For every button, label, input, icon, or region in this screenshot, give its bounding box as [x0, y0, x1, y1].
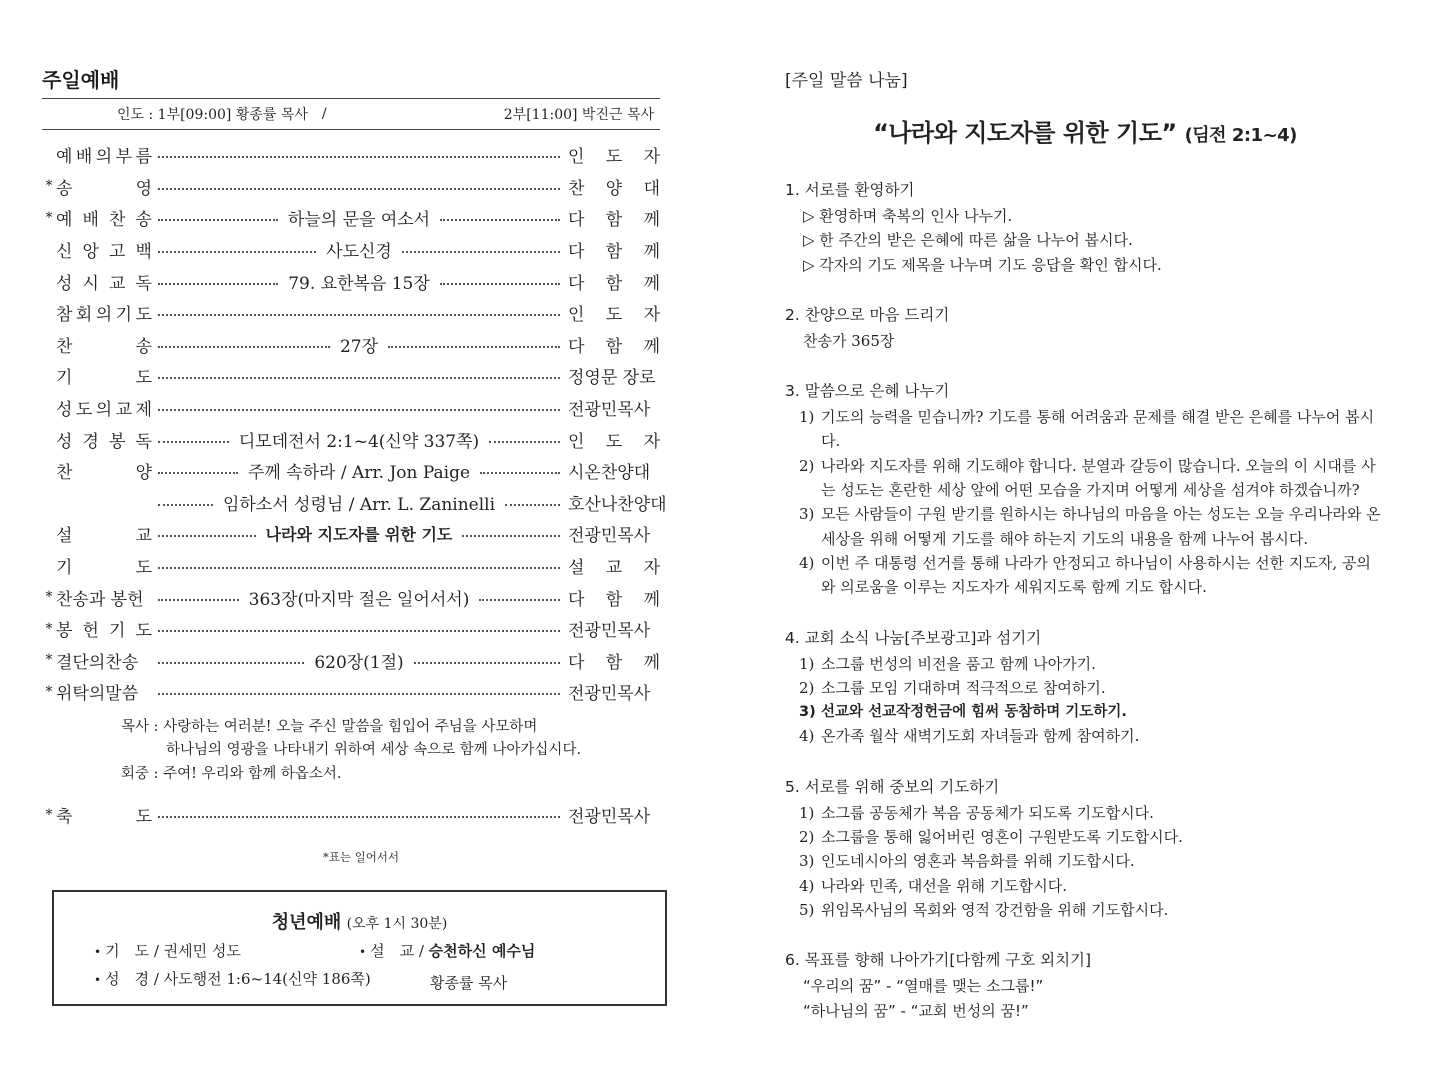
order-row — [42, 487, 667, 519]
order-item-role — [568, 585, 660, 610]
leader-dots — [158, 562, 560, 569]
item-text: 나라와 지도자를 위해 기도해야 합니다. 분열과 갈등이 많습니다. 오늘의 이 시대를 사는 성도는 혼란한 세상 앞에 어떤 모습을 가지며 어떻게 세상을 섬겨야 하겠습니까? — [821, 456, 1376, 500]
standing-marker: * — [45, 806, 53, 823]
numbered-item — [785, 551, 1385, 600]
standing-marker: * — [45, 178, 53, 195]
order-item-name — [56, 174, 152, 199]
item-number: 4) — [799, 876, 815, 895]
leader-dots — [158, 688, 560, 695]
order-item-name-char: 부 — [115, 147, 133, 168]
order-item-role — [568, 269, 660, 294]
order-item-name-char: 배 — [82, 210, 99, 231]
leader-dots — [158, 522, 560, 545]
item-number: 2) — [799, 828, 815, 847]
order-item-name-char: 찬 — [56, 463, 73, 484]
order-row — [42, 645, 660, 677]
order-item-role-part: 다 — [568, 273, 585, 294]
order-item-name-char: 도 — [75, 400, 93, 421]
leader-first-service: 인도 : 1부[09:00] 황종률 목사 — [117, 107, 308, 123]
section-welcome — [785, 178, 1385, 277]
welcome-line: ▷ 환영하며 축복의 인사 나누기. — [803, 207, 1013, 225]
order-item-name-char: 배 — [75, 147, 93, 168]
order-item-role-part: 대 — [643, 178, 660, 199]
order-item-role — [568, 553, 660, 578]
order-item-role-part: 교 — [605, 558, 623, 579]
leader-dots — [158, 648, 560, 673]
order-item-name — [56, 802, 152, 827]
order-item-name — [56, 521, 152, 546]
order-item-role-part: 함 — [605, 242, 623, 263]
order-item-name-char: 헌 — [82, 621, 99, 642]
item-text: 기도의 능력을 믿습니까? 기도를 통해 어려움과 문제를 해결 받은 은혜를 나누어 봅시다. — [821, 408, 1375, 451]
order-item-role-part: 자 — [643, 431, 660, 452]
order-item-detail: 363장(마지막 절은 일어서서) — [248, 589, 470, 610]
order-row — [42, 234, 660, 266]
order-item-name — [56, 648, 152, 673]
order-item-detail: 79. 요한복음 15장 — [288, 273, 430, 294]
youth-time: (오후 1시 30분) — [346, 916, 448, 932]
order-item-name-char: 양 — [135, 463, 152, 484]
order-row — [42, 613, 660, 645]
order-item-name — [56, 585, 152, 610]
order-of-service — [42, 139, 667, 708]
youth-prayer-text: 기 도 / 권세민 성도 — [105, 942, 241, 960]
leader-dots — [158, 205, 560, 230]
order-item-name-char: 설 — [56, 526, 73, 547]
order-item-name-char: 앙 — [82, 242, 99, 263]
order-item-name-char: 독 — [135, 431, 152, 452]
order-item-role-part: 정영문 장로 — [568, 368, 656, 389]
youth-sermon-label: 설 교 / — [370, 942, 429, 960]
order-item-role-part: 다 — [568, 336, 585, 357]
order-item-name-char: 영 — [135, 178, 152, 199]
section-word — [785, 379, 1385, 599]
item-text: 인도네시아의 영혼과 복음화를 위해 기도합시다. — [821, 852, 1135, 871]
order-item-role — [568, 363, 660, 388]
leader-dots — [158, 404, 560, 411]
order-item-role — [568, 174, 660, 199]
item-number: 1) — [799, 408, 815, 427]
item-text: 온가족 월삭 새벽기도회 자녀들과 함께 참여하기. — [821, 727, 1140, 746]
leader-dots — [158, 372, 560, 379]
leader-dots — [158, 585, 560, 610]
order-item-role-part: 인 — [568, 431, 585, 452]
youth-worship-box — [52, 890, 667, 1006]
order-item-name-char: 봉 — [109, 431, 126, 452]
item-number: 5) — [799, 900, 815, 919]
worship-order-page — [42, 60, 667, 865]
order-item-name-char: 도 — [135, 558, 152, 579]
section-goal — [785, 948, 1385, 1023]
order-item-role-part: 께 — [643, 589, 660, 610]
order-item-role-part: 호산나찬양대 — [568, 494, 667, 515]
youth-scripture-text: 성 경 / 사도행전 1:6~14(신약 186쪽) — [105, 970, 371, 988]
order-item-role-part: 함 — [605, 273, 623, 294]
order-item-name-char: 의 — [95, 147, 113, 168]
leader-dots — [158, 151, 560, 158]
numbered-item — [785, 676, 1385, 700]
sharing-title-ref: (딤전 2:1~4) — [1184, 125, 1297, 146]
order-item-name-char: 기 — [115, 305, 133, 326]
youth-sermon — [359, 940, 535, 961]
order-item-name — [56, 363, 152, 388]
numbered-item — [785, 652, 1385, 676]
order-item-role-part: 께 — [643, 652, 660, 673]
welcome-line: ▷ 한 주간의 받은 은혜에 따른 삶을 나누어 봅시다. — [803, 231, 1133, 250]
order-row — [42, 423, 660, 455]
leader-dots — [158, 183, 560, 190]
order-item-name — [56, 142, 152, 167]
word-questions — [785, 405, 1385, 599]
order-item-role-part: 함 — [605, 210, 623, 231]
order-item-name-char: 기 — [56, 368, 73, 389]
section-praise — [785, 303, 1385, 353]
order-item-role-part: 께 — [643, 336, 660, 357]
order-item-name — [56, 679, 152, 704]
order-item-name — [56, 458, 152, 483]
order-item-role — [568, 395, 660, 420]
order-item-name-char: 찬송과 봉헌 — [56, 589, 144, 610]
order-item-role — [568, 458, 660, 483]
order-item-role — [568, 142, 660, 167]
section-heading: 1. 서로를 환영하기 — [785, 181, 915, 199]
order-item-name-char: 찬 — [56, 336, 73, 357]
order-item-name-char: 송 — [135, 336, 152, 357]
order-item-name-char: 송 — [56, 178, 73, 199]
order-item-name-char: 교 — [115, 400, 133, 421]
item-text: 모든 사람들이 구원 받기를 원하시는 하나님의 마음을 아는 성도는 오늘 우리나라와 온 세상을 위해 어떻게 기도를 해야 하는지 기도의 내용을 함께 나누어 봅시다. — [821, 505, 1381, 548]
order-item-name — [56, 616, 152, 641]
order-item-detail: 나라와 지도자를 위한 기도 — [265, 525, 453, 545]
item-number: 1) — [799, 654, 815, 673]
news-items — [785, 652, 1385, 749]
leader-dots — [158, 458, 560, 483]
bullet-icon: • — [359, 945, 367, 959]
item-number: 3) — [799, 852, 815, 871]
congregation-line: 회중 : 주여! 우리와 함께 하옵소서. — [121, 765, 342, 782]
order-item-name-char: 름 — [135, 147, 152, 168]
order-item-name-char: 독 — [135, 273, 152, 294]
order-item-name-char: 제 — [135, 400, 152, 421]
order-item-name-char: 위탁의말씀 — [56, 684, 139, 705]
order-item-role — [568, 648, 660, 673]
sermon-sharing-page — [785, 66, 1385, 1023]
sharing-title-text: “나라와 지도자를 위한 기도” — [873, 119, 1177, 147]
order-item-name-char: 참 — [56, 305, 73, 326]
standing-marker: * — [45, 620, 53, 637]
order-item-detail: 임하소서 성령님 / Arr. L. Zaninelli — [222, 494, 496, 515]
order-item-name-char: 백 — [135, 242, 152, 263]
section-heading: 3. 말씀으로 은혜 나누기 — [785, 382, 950, 401]
section-news — [785, 626, 1385, 749]
order-item-role — [568, 332, 660, 357]
slogan-line: “우리의 꿈” - “열매를 맺는 소그룹!” — [803, 977, 1044, 996]
order-row — [42, 581, 660, 613]
sharing-title — [785, 113, 1385, 148]
order-item-role — [568, 802, 660, 827]
order-item-name-char: 성 — [56, 400, 73, 421]
order-row — [42, 139, 660, 171]
item-number: 3) — [799, 505, 815, 524]
order-item-role-part: 께 — [643, 210, 660, 231]
order-item-role — [568, 490, 667, 515]
sending-responsive — [121, 716, 660, 787]
item-number: 4) — [799, 727, 815, 746]
order-item-name-char: 봉 — [56, 621, 73, 642]
standing-note: *표는 일어서서 — [322, 849, 400, 864]
order-item-role-part: 전광민목사 — [568, 621, 651, 642]
numbered-item — [785, 502, 1385, 551]
leader-dots — [158, 332, 560, 357]
leader-dots — [158, 811, 560, 818]
order-item-detail: 주께 속하라 / Arr. Jon Paige — [247, 463, 471, 484]
order-item-role — [568, 205, 660, 230]
section-heading: 5. 서로를 위해 중보의 기도하기 — [785, 777, 1000, 796]
order-item-role-part: 다 — [568, 652, 585, 673]
order-item-name — [56, 300, 152, 325]
order-item-name — [56, 269, 152, 294]
order-item-role-part: 전광민목사 — [568, 807, 651, 828]
order-item-role — [568, 300, 660, 325]
item-text: 나라와 민족, 대선을 위해 기도합시다. — [821, 876, 1067, 895]
item-text: 위임목사님의 목회와 영적 강건함을 위해 기도합시다. — [821, 900, 1169, 919]
order-item-name-char: 신 — [56, 242, 73, 263]
leader-second-service: 2부[11:00] 박진근 목사 — [503, 107, 654, 123]
leader-dots — [158, 309, 560, 316]
section-heading: 6. 목표를 향해 나아가기[다함께 구호 외치기] — [785, 951, 1092, 970]
item-text: 소그룹 번성의 비전을 품고 함께 나아가기. — [821, 654, 1096, 673]
pastor-line: 목사 : 사랑하는 여러분! 오늘 주신 말씀을 힘입어 주님을 사모하며 — [121, 718, 538, 735]
order-item-name — [56, 395, 152, 420]
worship-leaders — [42, 98, 660, 130]
leader-dots — [158, 490, 560, 515]
item-number: 4) — [799, 553, 815, 572]
order-item-name-char: 성 — [56, 431, 73, 452]
item-number: 3) — [799, 704, 816, 721]
youth-title-line — [54, 908, 665, 934]
standing-marker: * — [45, 589, 53, 606]
order-item-name-char: 의 — [95, 305, 113, 326]
item-number: 2) — [799, 678, 815, 697]
numbered-item — [785, 898, 1385, 922]
intercession-items — [785, 801, 1385, 922]
item-text: 소그룹 모임 기대하며 적극적으로 참여하기. — [821, 678, 1106, 697]
order-item-detail: 디모데전서 2:1~4(신약 337쪽) — [238, 431, 480, 452]
pastor-line-continued: 하나님의 영광을 나타내기 위하여 세상 속으로 함께 나아가십시다. — [166, 742, 582, 759]
order-item-name-char: 교 — [135, 526, 152, 547]
order-item-detail: 27장 — [339, 336, 379, 357]
order-row — [42, 265, 660, 297]
order-item-name-char: 기 — [56, 558, 73, 579]
order-row — [42, 360, 660, 392]
item-text: 소그룹을 통해 잃어버린 영혼이 구원받도록 기도합시다. — [821, 828, 1183, 847]
order-item-role-part: 자 — [643, 147, 660, 168]
order-item-role-part: 께 — [643, 242, 660, 263]
leader-dots — [158, 237, 560, 262]
benediction-row-wrap — [42, 799, 660, 831]
order-item-name-char: 축 — [56, 807, 73, 828]
order-item-name-char: 도 — [135, 807, 152, 828]
order-item-name-char: 도 — [135, 621, 152, 642]
order-item-name-char: 결단의찬송 — [56, 652, 139, 673]
order-row — [42, 799, 660, 831]
order-item-role-part: 도 — [605, 305, 623, 326]
order-item-role-part: 함 — [605, 652, 623, 673]
bullet-icon: • — [94, 945, 102, 959]
order-item-name-char: 송 — [135, 210, 152, 231]
leader-dots — [158, 427, 560, 452]
order-item-role-part: 시온찬양대 — [568, 463, 651, 484]
sharing-header: [주일 말씀 나눔] — [785, 71, 908, 91]
order-item-detail: 사도신경 — [326, 242, 392, 263]
order-item-name-char: 예 — [56, 210, 73, 231]
numbered-item — [785, 849, 1385, 873]
numbered-item — [785, 825, 1385, 849]
item-text: 소그룹 공동체가 복음 공동체가 되도록 기도합시다. — [821, 803, 1154, 822]
order-item-name-char: 도 — [135, 305, 152, 326]
order-row — [42, 550, 660, 582]
youth-prayer — [94, 940, 241, 961]
bullet-icon: • — [94, 973, 102, 987]
youth-sermon-title: 승천하신 예수님 — [428, 942, 536, 960]
order-item-name — [56, 332, 152, 357]
order-row — [42, 202, 660, 234]
numbered-item — [785, 801, 1385, 825]
numbered-item — [785, 700, 1385, 724]
order-item-name-char: 성 — [56, 273, 73, 294]
item-number: 1) — [799, 803, 815, 822]
order-item-role-part: 찬 — [568, 178, 585, 199]
order-row — [42, 518, 660, 550]
standing-marker: * — [45, 683, 53, 700]
order-item-name-char: 회 — [75, 305, 93, 326]
section-heading: 4. 교회 소식 나눔[주보광고]과 섬기기 — [785, 628, 1042, 647]
welcome-line: ▷ 각자의 기도 제목을 나누며 기도 응답을 확인 합시다. — [803, 255, 1162, 274]
numbered-item — [785, 405, 1385, 454]
order-item-detail: 하늘의 문을 여소서 — [287, 210, 431, 231]
order-item-role-part: 전광민목사 — [568, 684, 651, 705]
standing-marker: * — [45, 652, 53, 669]
worship-title: 주일예배 — [42, 68, 120, 92]
order-item-role-part: 자 — [643, 558, 660, 579]
order-row — [42, 329, 660, 361]
leader-dots — [158, 625, 560, 632]
order-item-role — [568, 237, 660, 262]
order-item-role-part: 함 — [605, 589, 623, 610]
numbered-item — [785, 874, 1385, 898]
youth-preacher: 황종률 목사 — [430, 974, 508, 992]
slogan-line: “하나님의 꿈” - “교회 번성의 꿈!” — [803, 1001, 1029, 1020]
order-item-role-part: 다 — [568, 210, 585, 231]
youth-scripture — [94, 968, 371, 989]
order-item-role-part: 자 — [643, 305, 660, 326]
leader-dots — [158, 269, 560, 294]
item-number: 2) — [799, 456, 815, 475]
item-text: 이번 주 대통령 선거를 통해 나라가 안정되고 하나님이 사용하시는 선한 지도자, 공의와 의로움을 이루는 지도자가 세워지도록 함께 기도 합시다. — [821, 553, 1371, 597]
order-row — [42, 297, 660, 329]
order-row — [42, 171, 660, 203]
section-intercession — [785, 775, 1385, 922]
order-item-role — [568, 616, 660, 641]
order-item-name-char: 교 — [109, 273, 126, 294]
item-text: 선교와 선교작정헌금에 힘써 동참하며 기도하기. — [821, 704, 1127, 721]
order-item-role-part: 께 — [643, 273, 660, 294]
order-item-name-char: 고 — [109, 242, 126, 263]
order-item-role-part: 인 — [568, 147, 585, 168]
order-item-detail: 620장(1절) — [314, 652, 404, 673]
youth-title: 청년예배 — [271, 912, 342, 933]
order-item-name-char: 예 — [56, 147, 73, 168]
order-item-name-char: 경 — [82, 431, 99, 452]
order-item-name — [56, 205, 152, 230]
order-row — [42, 392, 660, 424]
order-item-role-part: 양 — [605, 178, 623, 199]
order-item-name — [56, 427, 152, 452]
order-item-role-part: 도 — [605, 431, 623, 452]
order-item-role-part: 인 — [568, 305, 585, 326]
order-item-role-part: 함 — [605, 336, 623, 357]
order-item-name-char: 의 — [95, 400, 113, 421]
order-item-name-char: 찬 — [109, 210, 126, 231]
order-item-role-part: 도 — [605, 147, 623, 168]
order-item-name — [56, 237, 152, 262]
order-item-role-part: 다 — [568, 589, 585, 610]
standing-marker: * — [45, 209, 53, 226]
praise-hymn: 찬송가 365장 — [803, 331, 895, 350]
order-item-role — [568, 427, 660, 452]
order-item-role-part: 전광민목사 — [568, 400, 651, 421]
order-item-role-part: 설 — [568, 558, 585, 579]
order-item-role — [568, 679, 660, 704]
order-item-name — [56, 553, 152, 578]
order-row — [42, 676, 660, 708]
order-item-role-part: 전광민목사 — [568, 526, 651, 547]
order-item-name-char: 도 — [135, 368, 152, 389]
order-item-name-char: 기 — [109, 621, 126, 642]
leader-separator: / — [321, 106, 327, 122]
order-item-role-part: 다 — [568, 242, 585, 263]
numbered-item — [785, 454, 1385, 503]
order-row — [42, 455, 660, 487]
section-heading: 2. 찬양으로 마음 드리기 — [785, 305, 950, 324]
numbered-item — [785, 724, 1385, 748]
order-item-role — [568, 521, 660, 546]
order-item-name-char: 시 — [82, 273, 99, 294]
